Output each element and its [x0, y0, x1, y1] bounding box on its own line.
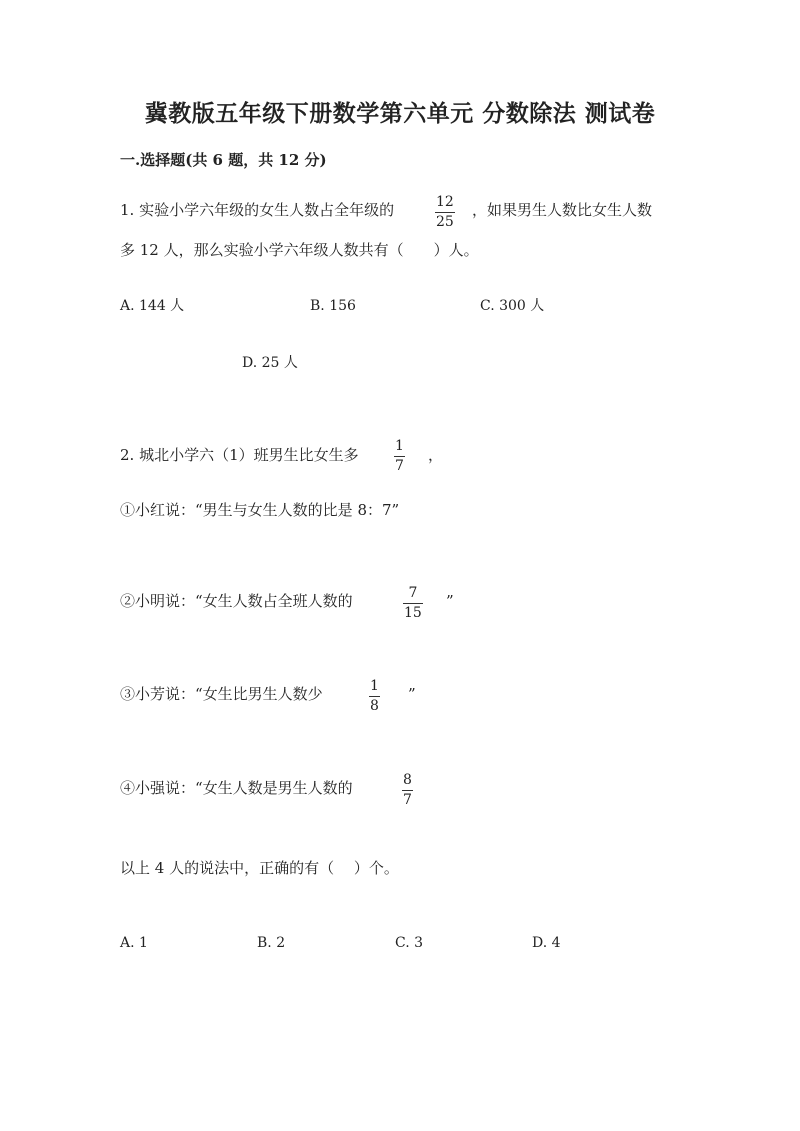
q1-text-line1-post: ，如果男生人数比女生人数: [472, 201, 653, 219]
fraction-bar: [369, 696, 380, 697]
q2-text-line1: 2. 城北小学六（1）班男生比女生多: [120, 446, 359, 464]
q2-option-a: A. 1: [120, 935, 148, 951]
q2-question: 以上 4 人的说法中，正确的有（ ）个。: [120, 859, 399, 877]
page-title: 冀教版五年级下册数学第六单元 分数除法 测试卷: [144, 100, 656, 127]
q2-statement-2: ②小明说：“女生人数占全班人数的: [120, 592, 353, 610]
q2-s2-denominator: 15: [404, 605, 422, 621]
fraction-bar: [394, 456, 405, 457]
q2-s3-denominator: 8: [370, 698, 379, 714]
q2-statement-4: ④小强说：“女生人数是男生人数的: [120, 779, 353, 797]
q2-s4-numerator: 8: [403, 772, 412, 788]
q1-text-line2: 多 12 人，那么实验小学六年级人数共有（ ）人。: [120, 241, 479, 259]
fraction-bar: [435, 212, 455, 213]
q2-fraction-denominator: 7: [395, 458, 404, 474]
q2-statement-3-close: ”: [408, 685, 416, 703]
q2-statement-4-fraction: [402, 773, 413, 808]
q2-s3-numerator: 1: [370, 678, 379, 694]
q2-s2-numerator: 7: [408, 585, 418, 601]
q2-statement-3-fraction: [369, 679, 380, 714]
q2-fraction: [394, 439, 405, 474]
q1-fraction-numerator: 12: [436, 194, 454, 210]
q2-statement-3: ③小芳说：“女生比男生人数少: [120, 685, 323, 703]
fraction-bar: [403, 603, 423, 604]
q2-text-line1-post: ，: [428, 446, 444, 464]
q2-statement-2-close: ”: [446, 592, 454, 610]
q1-option-a: A. 144 人: [120, 298, 185, 314]
q1-option-d: D. 25 人: [242, 355, 298, 371]
q2-statement-1: ①小红说：“男生与女生人数的比是 8：7”: [120, 501, 400, 519]
section-heading: 一.选择题(共 6 题，共 12 分): [120, 151, 327, 169]
q1-fraction: [435, 195, 455, 230]
q1-option-c: C. 300 人: [480, 298, 545, 314]
q1-text-line1: 1. 实验小学六年级的女生人数占全年级的: [120, 201, 395, 219]
q2-fraction-numerator: 1: [395, 438, 404, 454]
q2-s4-denominator: 7: [403, 792, 412, 808]
q2-option-c: C. 3: [395, 935, 424, 951]
q1-fraction-denominator: 25: [436, 214, 454, 230]
q2-option-b: B. 2: [257, 935, 286, 951]
fraction-bar: [402, 790, 413, 791]
q2-option-d: D. 4: [532, 935, 561, 951]
q1-option-b: B. 156: [310, 298, 356, 314]
q2-statement-2-fraction: [403, 586, 423, 621]
